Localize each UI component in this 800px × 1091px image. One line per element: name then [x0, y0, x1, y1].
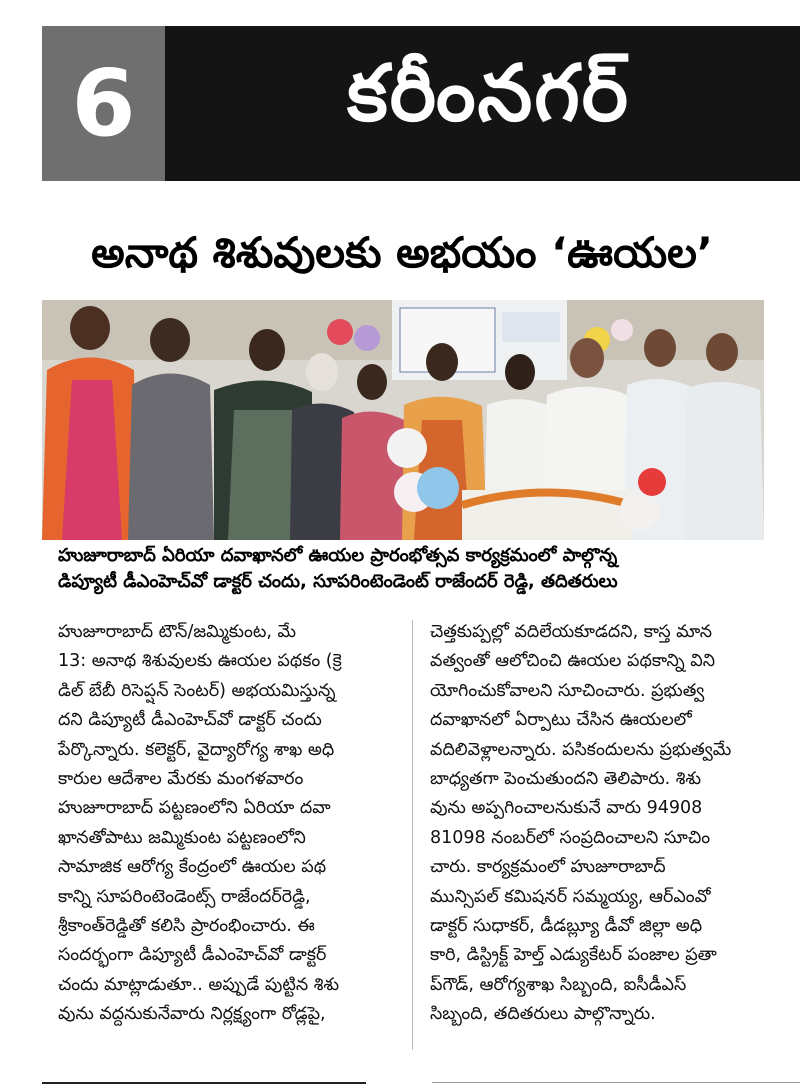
- body-line: 81098 నంబర్‌లో సంప్రదించాలని సూచిం: [430, 827, 711, 848]
- body-line: యోగించుకోవాలని సూచించారు. ప్రభుత్వ: [430, 680, 705, 701]
- body-line: కారుల ఆదేశాల మేరకు మంగళవారం: [58, 769, 304, 790]
- column-divider: [412, 620, 413, 1050]
- body-line: దవాఖానలో ఏర్పాటు చేసిన ఊయలలో: [430, 710, 692, 731]
- body-line: కాన్ని సూపరింటెండెంట్స్ రాజేందర్‌రెడ్డి,: [58, 886, 311, 907]
- body-line: చారు. కార్యక్రమంలో హుజూరాబాద్: [430, 857, 666, 878]
- caption-line: హుజూరాబాద్ ఏరియా దవాఖానలో ఊయల ప్రారంభోత్సవ కార్యక్రమంలో పాల్గొన్న: [58, 545, 618, 566]
- body-line: హుజూరాబాద్ పట్టణంలోని ఏరియా దవా: [58, 798, 331, 819]
- body-line: డిల్ బేబీ రిసెప్షన్ సెంటర్) అభయమిస్తున్న: [58, 680, 336, 701]
- section-banner: [42, 26, 800, 181]
- body-line: వదిలివెళ్లాలన్నారు. పసికందులను ప్రభుత్వమే: [430, 739, 732, 760]
- body-line: వత్వంతో ఆలోచించి ఊయల పథకాన్ని విని: [430, 651, 715, 672]
- body-line: సామాజిక ఆరోగ్య కేంద్రంలో ఊయల పథ: [58, 857, 327, 878]
- bottom-rule: [42, 1082, 366, 1084]
- body-line: చెత్తకుప్పల్లో వదిలేయకూడదని, కాస్త మాన: [430, 622, 713, 642]
- body-line: సిబ్బంది, తదితరులు పాల్గొన్నారు.: [430, 1004, 656, 1025]
- caption-line: డిప్యూటీ డీఎంహెచ్‌వో డాక్టర్ చందు, సూపరింటెండెంట్ రాజేందర్ రెడ్డి, తదితరులు: [58, 571, 618, 592]
- body-line: బాధ్యతగా పెంచుతుందని తెలిపారు. శిశు: [430, 769, 702, 790]
- body-line: వును వద్దనుకునేవారు నిర్లక్ష్యంగా రోడ్లపై,: [58, 1004, 326, 1025]
- body-line: వును అప్పగించాలనుకునే వారు 94908: [430, 798, 703, 819]
- article-column-right: [430, 618, 775, 1030]
- body-line: 13: అనాథ శిశువులకు ఊయల పథకం (క్రె: [58, 651, 342, 672]
- body-line: హుజూరాబాద్ టౌన్/జమ్మికుంట, మే: [58, 622, 296, 642]
- article-headline: అనాథ శిశువులకు అభయం ‘ఊయల’: [91, 228, 713, 277]
- body-line: కారి, డిస్ట్రిక్ట్ హెల్త్ ఎడ్యుకేటర్ పంజాల ప్రతా: [430, 945, 717, 966]
- body-line: శ్రీకాంత్‌రెడ్డితో కలిసి ప్రారంభించారు. ఈ: [58, 916, 315, 937]
- body-line: చందు మాట్లాడుతూ.. అప్పుడే పుట్టిన శిశు: [58, 974, 340, 995]
- photo-caption: [58, 543, 758, 595]
- body-line: డాక్టర్ సుధాకర్, డీడబ్ల్యూ డీవో జిల్లా అధి: [430, 916, 703, 937]
- body-line: ఖానతోపాటు జమ్మికుంట పట్టణంలోని: [58, 827, 306, 848]
- body-line: దని డిప్యూటీ డీఎంహెచ్‌వో డాక్టర్ చందు: [58, 710, 322, 731]
- body-line: సందర్భంగా డిప్యూటీ డీఎంహెచ్‌వో డాక్టర్: [58, 945, 327, 966]
- bottom-rule: [432, 1082, 800, 1083]
- article-photo: [42, 300, 764, 540]
- body-line: పేర్కొన్నారు. కలెక్టర్, వైద్యారోగ్య శాఖ అధి: [58, 739, 335, 760]
- body-line: మున్సిపల్ కమిషనర్ సమ్మయ్య, ఆర్‌ఎంవో: [430, 886, 711, 907]
- section-title: కరీంనగర్: [346, 49, 630, 139]
- body-line: ప్‌గౌడ్, ఆరోగ్యశాఖ సిబ్బంది, ఐసీడీఎస్: [430, 974, 687, 995]
- page-number: 6: [42, 26, 165, 181]
- article-column-left: [58, 618, 403, 1030]
